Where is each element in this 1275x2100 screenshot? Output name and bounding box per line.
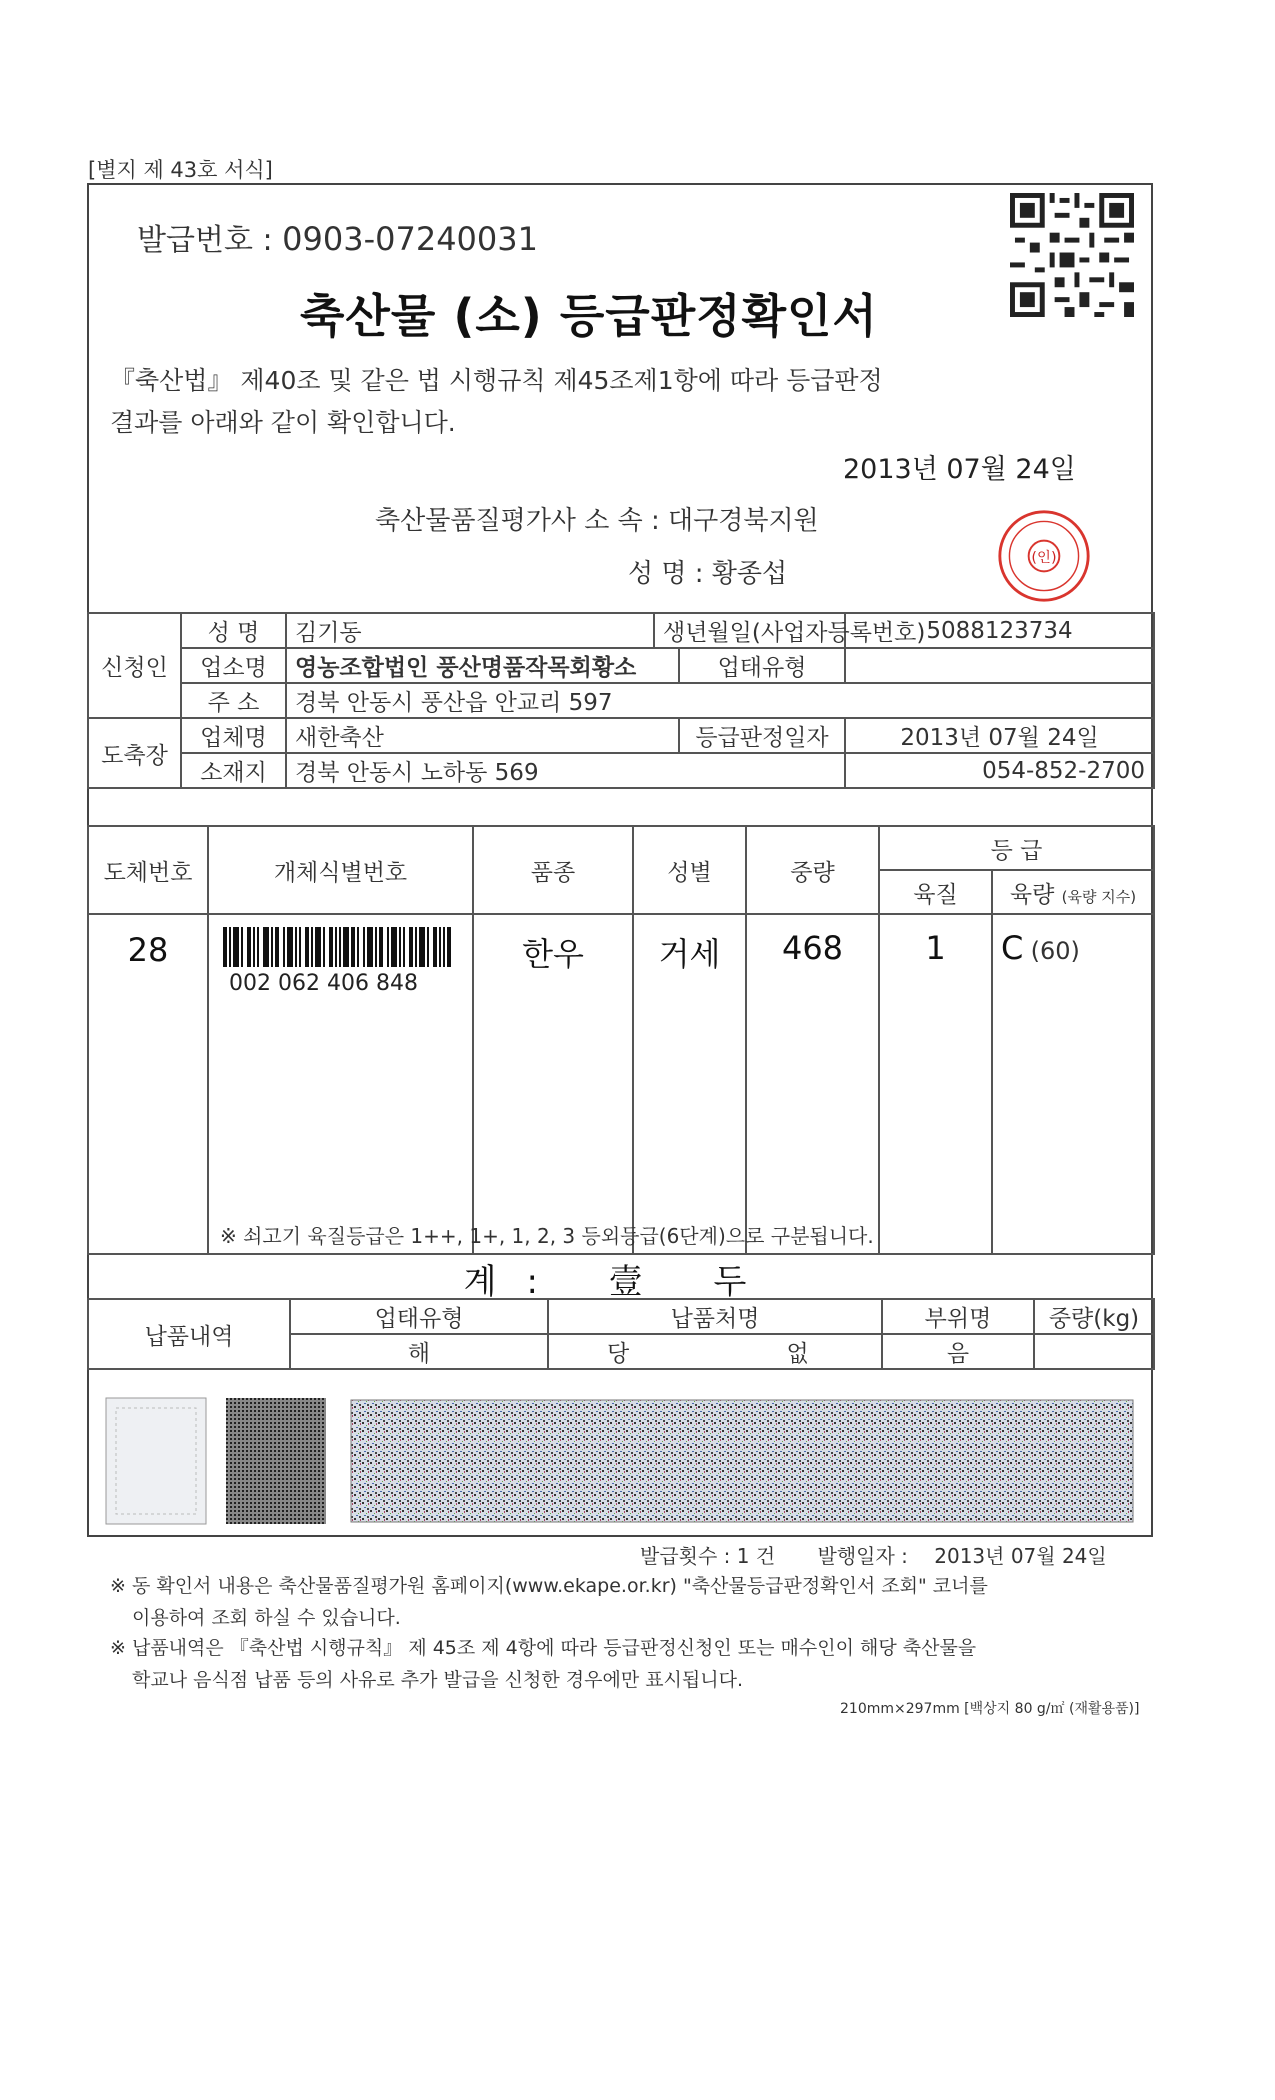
- delivery-label: 납품내역: [88, 1299, 290, 1369]
- evaluator-affiliation: 축산물품질평가사 소 속 : 대구경북지원: [375, 506, 819, 536]
- business-type-label: 업태유형: [679, 648, 845, 683]
- weight: 468: [746, 914, 879, 1254]
- location: 경북 안동시 노하동 569: [286, 753, 845, 788]
- footnote-website-line-2: 이용하여 조회 하실 수 있습니다.: [132, 1607, 401, 1629]
- slaughterhouse-section-label: 도축장: [88, 718, 181, 788]
- issue-number-label: 발급번호 :: [137, 223, 273, 258]
- paper-spec: 210mm×297mm [백상지 80 g/㎡ (재활용품)]: [840, 1701, 1140, 1717]
- header-meat-quality: 육질: [879, 870, 992, 914]
- header-yield: [992, 870, 1154, 914]
- qr-code-icon: [1010, 193, 1134, 317]
- meat-quality-grade: 1: [879, 914, 992, 1254]
- sex: 거세: [633, 914, 746, 1254]
- location-label: 소재지: [181, 753, 286, 788]
- issue-number: [137, 215, 538, 259]
- carcass-no: 28: [88, 914, 208, 1254]
- issued-date: 2013년 07월 24일: [934, 1544, 1107, 1568]
- individual-id: 002 062 406 848: [229, 971, 418, 996]
- issued-date-label: 발행일자 :: [817, 1544, 908, 1568]
- applicant-name-label: 성 명: [181, 613, 286, 648]
- yield-grade-cell: [992, 914, 1154, 1254]
- delivery-value-3: 없: [786, 1341, 809, 1367]
- header-individual-id: 개체식별번호: [208, 826, 473, 914]
- intro-line-2: 결과를 아래와 같이 확인합니다.: [110, 408, 456, 437]
- address: 경북 안동시 풍산읍 안교리 597: [286, 683, 1154, 718]
- grading-date-label: 등급판정일자: [679, 718, 845, 753]
- document-title: 축산물 (소) 등급판정확인서: [300, 289, 878, 343]
- footnote-delivery-line-1: ※ 납품내역은 『축산법 시행규칙』 제 45조 제 4항에 따라 등급판정신청인 또는 매수인이 해당 축산물을: [110, 1637, 977, 1659]
- total-count: 계: 壹 두: [463, 1262, 777, 1302]
- header-sex: 성별: [633, 826, 746, 914]
- delivery-table: [87, 1298, 1155, 1370]
- footer-issue-info: [640, 1540, 1107, 1569]
- applicant-name: 김기동: [286, 613, 654, 648]
- delivery-value-2-3: [548, 1334, 882, 1369]
- phone-number: 054-852-2700: [845, 753, 1154, 788]
- header-grade: 등 급: [879, 826, 1154, 870]
- official-seal-icon: [996, 508, 1092, 604]
- security-pattern-icon: [106, 1398, 1136, 1524]
- delivery-value-4: 음: [882, 1334, 1034, 1369]
- header-carcass-no: 도체번호: [88, 826, 208, 914]
- business-name: 영농조합법인 풍산명품작목회황소: [286, 648, 679, 683]
- header-yield-index: (육량 지수): [1061, 887, 1137, 906]
- applicant-section-label: 신청인: [88, 613, 181, 718]
- birth-value: 5088123734: [845, 613, 1154, 648]
- issue-count: 발급횟수 : 1 건: [640, 1544, 776, 1568]
- header-breed: 품종: [473, 826, 633, 914]
- grading-date: 2013년 07월 24일: [845, 718, 1154, 753]
- yield-grade: C: [1001, 929, 1024, 967]
- intro-line-1: 『축산법』 제40조 및 같은 법 시행규칙 제45조제1항에 따라 등급판정: [110, 366, 883, 395]
- grading-table: [87, 825, 1155, 1255]
- delivery-value-1: 해: [290, 1334, 548, 1369]
- delivery-header-weight: 중량(kg): [1034, 1299, 1154, 1334]
- birth-label: 생년월일(사업자등록번호): [654, 613, 845, 648]
- yield-index: (60): [1030, 937, 1080, 965]
- seal-label: (인): [1031, 549, 1057, 566]
- header-yield-label: 육량: [1009, 881, 1055, 908]
- grade-note: ※ 쇠고기 육질등급은 1++, 1+, 1, 2, 3 등외등급(6단계)으로 구분됩니다.: [220, 1224, 874, 1248]
- header-weight: 중량: [746, 826, 879, 914]
- delivery-value-empty: [1034, 1334, 1154, 1369]
- footnote-delivery: [110, 1632, 1150, 1696]
- issue-number-value: 0903-07240031: [282, 220, 538, 258]
- footnote-delivery-line-2: 학교나 음식점 납품 등의 사유로 추가 발급을 신청한 경우에만 표시됩니다.: [132, 1669, 744, 1691]
- individual-id-cell: [208, 914, 473, 1254]
- breed: 한우: [473, 914, 633, 1254]
- form-number-label: [별지 제 43호 서식]: [88, 158, 273, 182]
- business-type: [845, 648, 1154, 683]
- footnote-website-line-1: ※ 동 확인서 내용은 축산물품질평가원 홈페이지(www.ekape.or.kr) "축산물등급판정확인서 조회" 코너를: [110, 1575, 988, 1597]
- barcode-icon: [223, 927, 451, 967]
- delivery-header-part: 부위명: [882, 1299, 1034, 1334]
- footnote-website: [110, 1570, 1150, 1634]
- delivery-header-destination: 납품처명: [548, 1299, 882, 1334]
- applicant-slaughterhouse-table: [87, 612, 1155, 789]
- company-label: 업체명: [181, 718, 286, 753]
- confirmation-date: 2013년 07월 24일: [843, 454, 1076, 485]
- company-name: 새한축산: [286, 718, 679, 753]
- address-label: 주 소: [181, 683, 286, 718]
- evaluator-name: 성 명 : 황종섭: [628, 559, 788, 589]
- delivery-header-type: 업태유형: [290, 1299, 548, 1334]
- business-name-label: 업소명: [181, 648, 286, 683]
- delivery-value-2: 당: [607, 1341, 630, 1367]
- intro-text: [110, 360, 1070, 444]
